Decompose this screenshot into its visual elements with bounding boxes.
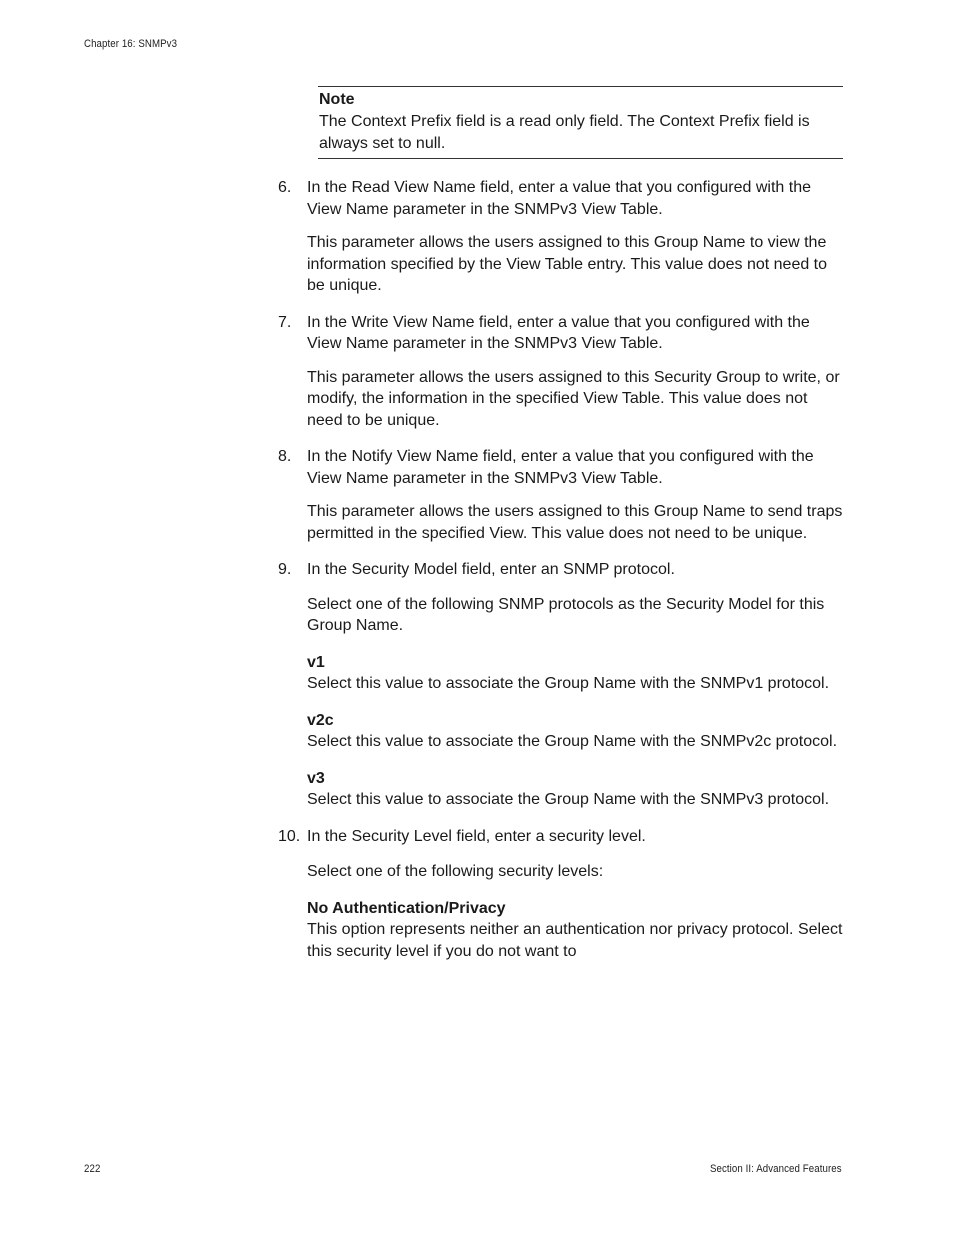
option-title-v1: v1 (307, 653, 325, 671)
option-desc-v3: Select this value to associate the Group Name with the SNMPv3 protocol. (307, 791, 830, 808)
option-desc-v1: Select this value to associate the Group Name with the SNMPv1 protocol. (307, 675, 830, 692)
option-title-v2c: v2c (307, 711, 334, 729)
step-detail: This parameter allows the users assigned to this Group Name to send traps permitted in the specified View. This value does not need to be unique. (307, 503, 843, 542)
step-6 (278, 177, 844, 220)
step-7 (278, 312, 844, 355)
note-box (318, 86, 843, 159)
step-detail: Select one of the following SNMP protocols as the Security Model for this Group Name. (307, 595, 825, 634)
step-detail: Select one of the following security levels: (307, 863, 604, 880)
step-detail: This parameter allows the users assigned to this Group Name to view the information specified by the View Table entry. This value does not need to be unique. (307, 234, 828, 294)
step-9 (278, 559, 844, 581)
option-title-v3: v3 (307, 769, 325, 787)
step-number: 9. (278, 561, 292, 578)
step-number: 8. (278, 448, 292, 465)
option-desc-no-auth-privacy: This option represents neither an authentication nor privacy protocol. Select this security level if you do not want to (307, 921, 843, 960)
running-footer-section: Section II: Advanced Features (710, 1163, 842, 1175)
step-text: In the Read View Name field, enter a value that you configured with the View Name parameter in the SNMPv3 View Table. (307, 179, 812, 218)
step-8 (278, 446, 844, 489)
page-number: 222 (84, 1163, 101, 1175)
note-title: Note (319, 91, 355, 108)
step-number: 6. (278, 179, 292, 196)
step-number: 7. (278, 313, 292, 331)
step-text: In the Security Level field, enter a security level. (307, 827, 646, 845)
step-text: In the Notify View Name field, enter a value that you configured with the View Name parameter in the SNMPv3 View Table. (307, 448, 814, 487)
step-text: In the Write View Name field, enter a value that you configured with the View Name parameter in the SNMPv3 View Table. (307, 313, 810, 352)
step-10 (278, 826, 844, 848)
running-header: Chapter 16: SNMPv3 (84, 38, 178, 50)
step-detail: This parameter allows the users assigned to this Security Group to write, or modify, the information in the specified View Table. This value does not need to be unique. (307, 368, 840, 429)
step-number: 10. (278, 827, 301, 845)
option-title-no-auth-privacy: No Authentication/Privacy (307, 899, 506, 917)
note-text: The Context Prefix field is a read only field. The Context Prefix field is always set to null. (319, 113, 810, 152)
procedure-steps (278, 177, 844, 962)
step-text: In the Security Model field, enter an SNMP protocol. (307, 561, 675, 578)
option-desc-v2c: Select this value to associate the Group Name with the SNMPv2c protocol. (307, 733, 838, 750)
